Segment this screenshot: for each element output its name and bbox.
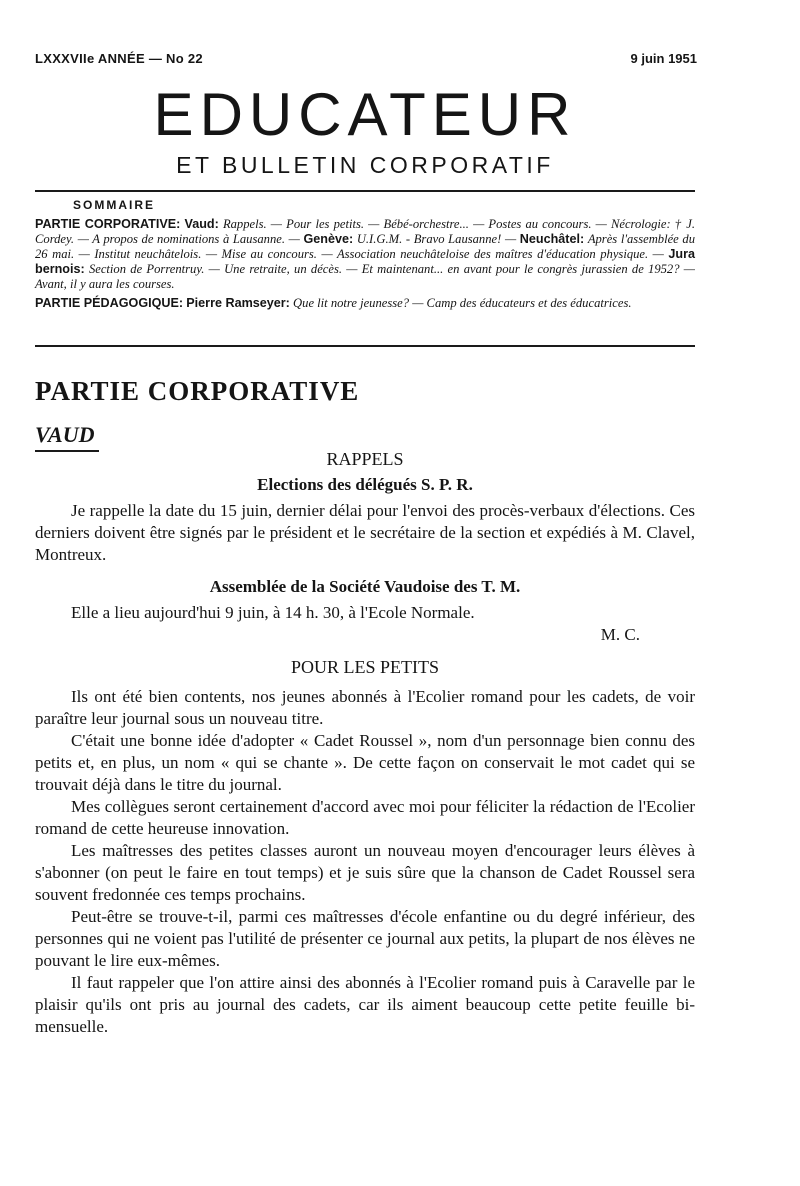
pedagogique-label: PARTIE PÉDAGOGIQUE:: [35, 296, 184, 310]
neuchatel-label: Neuchâtel:: [519, 232, 585, 246]
vaud-items: Rappels. — Pour les petits. — Bébé-orchestre... — Postes au concours. — Nécrologie: † J. Cordey. — A propos de nominations à Lausanne. —: [35, 217, 695, 246]
masthead-title: EDUCATEUR: [153, 81, 577, 148]
bottom-divider: [35, 345, 695, 347]
assemblee-signature: M. C.: [600, 625, 640, 644]
table-of-contents: [35, 198, 695, 315]
petits-paragraph: Peut-être se trouve-t-il, parmi ces maîtresses d'école enfantine ou du degré inférieur, des personnes qui ne voient pas l'utilité de présenter ce journal aux petits, la plupart de nos élèves ne pouvant le lire eux-mêmes.: [35, 907, 695, 970]
petits-paragraph: Il faut rappeler que l'on attire ainsi des abonnés à l'Ecolier romand puis à Caravelle par le plaisir qu'ils ont pris au journal des cadets, car ils aiment beaucoup cette petite feuille bi-mensuelle.: [35, 973, 695, 1036]
masthead-subtitle: ET BULLETIN CORPORATIF: [176, 152, 554, 178]
volume-number: LXXXVIIe ANNÉE — No 22: [35, 51, 203, 66]
sommaire-corporative-entry: [35, 217, 695, 292]
petits-paragraph: C'était une bonne idée d'adopter « Cadet Roussel », nom d'un personnage bien connu des petits et, en plus, un nom « qui se chante ». De cette façon on conservait le mot cadet qui se trouvait déjà dans le titre du journal.: [35, 731, 695, 794]
corporative-label: PARTIE CORPORATIVE:: [35, 217, 181, 231]
region-heading: VAUD: [35, 422, 99, 452]
issue-date: 9 juin 1951: [630, 51, 697, 66]
assemblee-heading: Assemblée de la Société Vaudoise des T. M.: [209, 577, 521, 596]
geneve-label: Genève:: [303, 232, 354, 246]
petits-heading: POUR LES PETITS: [290, 657, 440, 677]
jura-items: Section de Porrentruy. — Une retraite, un décès. — Et maintenant... en avant pour le congrès jurassien de 1952? — Avant, il y aura les courses.: [35, 262, 695, 291]
petits-paragraph: Ils ont été bien contents, nos jeunes abonnés à l'Ecolier romand pour les cadets, de voir paraître leur journal sous un nouveau titre.: [35, 687, 695, 728]
pedagogique-items: Que lit notre jeunesse? — Camp des éducateurs et des éducatrices.: [293, 296, 632, 310]
petits-paragraph: Mes collègues seront certainement d'accord avec moi pour féliciter la rédaction de l'Ecolier romand de cette heureuse innovation.: [35, 797, 695, 838]
rappels-heading: RAPPELS: [326, 449, 404, 469]
elections-paragraph: Je rappelle la date du 15 juin, dernier délai pour l'envoi des procès-verbaux d'élections. Ces derniers doivent être signés par le président et le secrétaire de la section et expédiés à M. Clavel, Montreux.: [35, 501, 695, 564]
assemblee-paragraph: Elle a lieu aujourd'hui 9 juin, à 14 h. 30, à l'Ecole Normale.: [71, 603, 475, 622]
elections-heading: Elections des délégués S. P. R.: [257, 475, 473, 494]
sommaire-pedagogique-entry: [35, 296, 695, 311]
petits-paragraph: Les maîtresses des petites classes auront un nouveau moyen d'encourager leurs élèves à s'abonner (on peut le faire en tout temps) et je suis sûre que la chanson de Cadet Roussel sera souvent fredonnée ces temps prochains.: [35, 841, 695, 904]
top-divider: [35, 190, 695, 192]
article-body: [35, 448, 695, 1038]
neuchatel-items: Après l'assemblée du 26 mai. — Institut neuchâtelois. — Mise au concours. — Association neuchâteloise des maîtres d'éducation physique. —: [35, 232, 695, 261]
sommaire-heading: SOMMAIRE: [73, 198, 155, 212]
pedagogique-author: Pierre Ramseyer:: [186, 296, 290, 310]
geneve-items: U.I.G.M. - Bravo Lausanne! —: [356, 232, 517, 246]
section-title: PARTIE CORPORATIVE: [35, 376, 360, 406]
vaud-label: Vaud:: [184, 217, 219, 231]
jura-label: Jura bernois:: [35, 247, 695, 276]
